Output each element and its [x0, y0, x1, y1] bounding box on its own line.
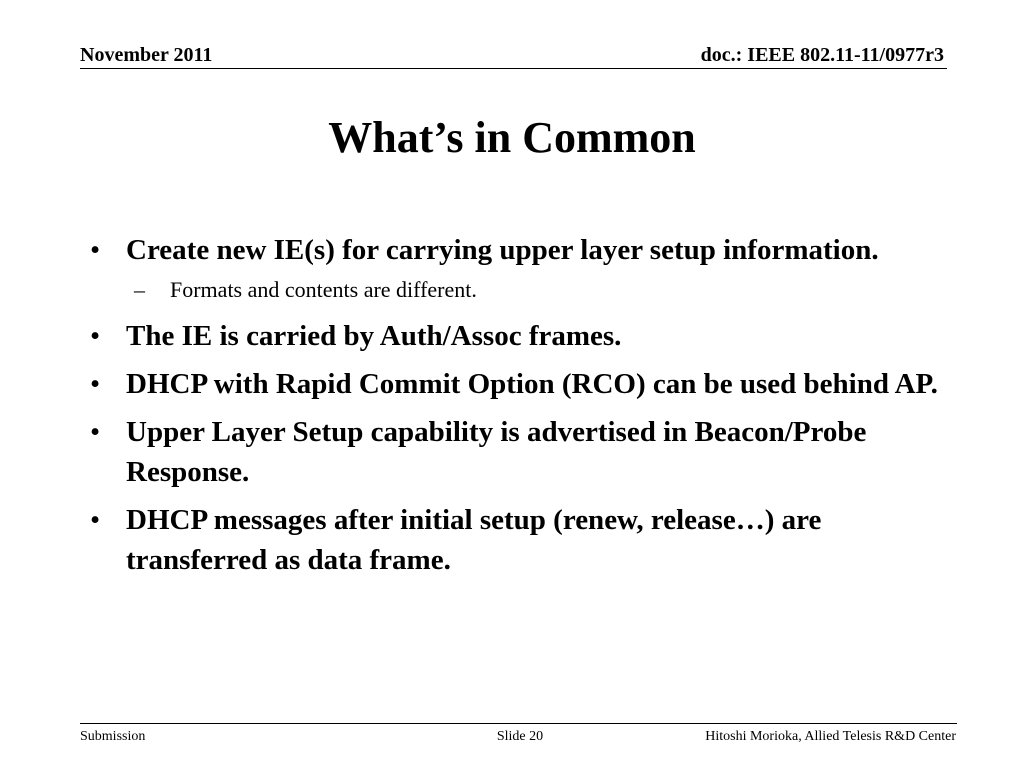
dash-icon: – — [134, 277, 145, 302]
bullet-text: DHCP messages after initial setup (renew, release…) are transferred as data frame. — [126, 504, 822, 576]
bullet-text: DHCP with Rapid Commit Option (RCO) can be used behind AP. — [126, 368, 938, 400]
bullet-item — [90, 500, 940, 580]
bullet-icon: • — [90, 234, 101, 266]
bullet-item — [90, 364, 940, 404]
bullet-text: Create new IE(s) for carrying upper layer setup information. — [126, 234, 879, 266]
footer-slide-number: Slide 20 — [496, 729, 544, 744]
footer-submission: Submission — [80, 729, 146, 744]
sub-bullet-text: Formats and contents are different. — [170, 277, 477, 302]
header-date: November 2011 — [80, 44, 213, 66]
sub-bullet-item — [90, 274, 940, 306]
bullet-text: Upper Layer Setup capability is advertised in Beacon/Probe Response. — [126, 416, 867, 488]
footer-divider — [80, 723, 957, 724]
bullet-icon: • — [90, 504, 101, 536]
bullet-icon: • — [90, 368, 101, 400]
bullet-list — [90, 230, 940, 588]
header-document-id: doc.: IEEE 802.11-11/0977r3 — [700, 44, 944, 66]
bullet-item — [90, 230, 940, 270]
bullet-icon: • — [90, 320, 101, 352]
slide-title: What’s in Common — [328, 113, 696, 162]
header-divider — [80, 68, 947, 69]
bullet-icon: • — [90, 416, 101, 448]
bullet-item — [90, 316, 940, 356]
footer-author: Hitoshi Morioka, Allied Telesis R&D Center — [705, 729, 956, 744]
bullet-item — [90, 412, 940, 492]
bullet-text: The IE is carried by Auth/Assoc frames. — [126, 320, 622, 352]
